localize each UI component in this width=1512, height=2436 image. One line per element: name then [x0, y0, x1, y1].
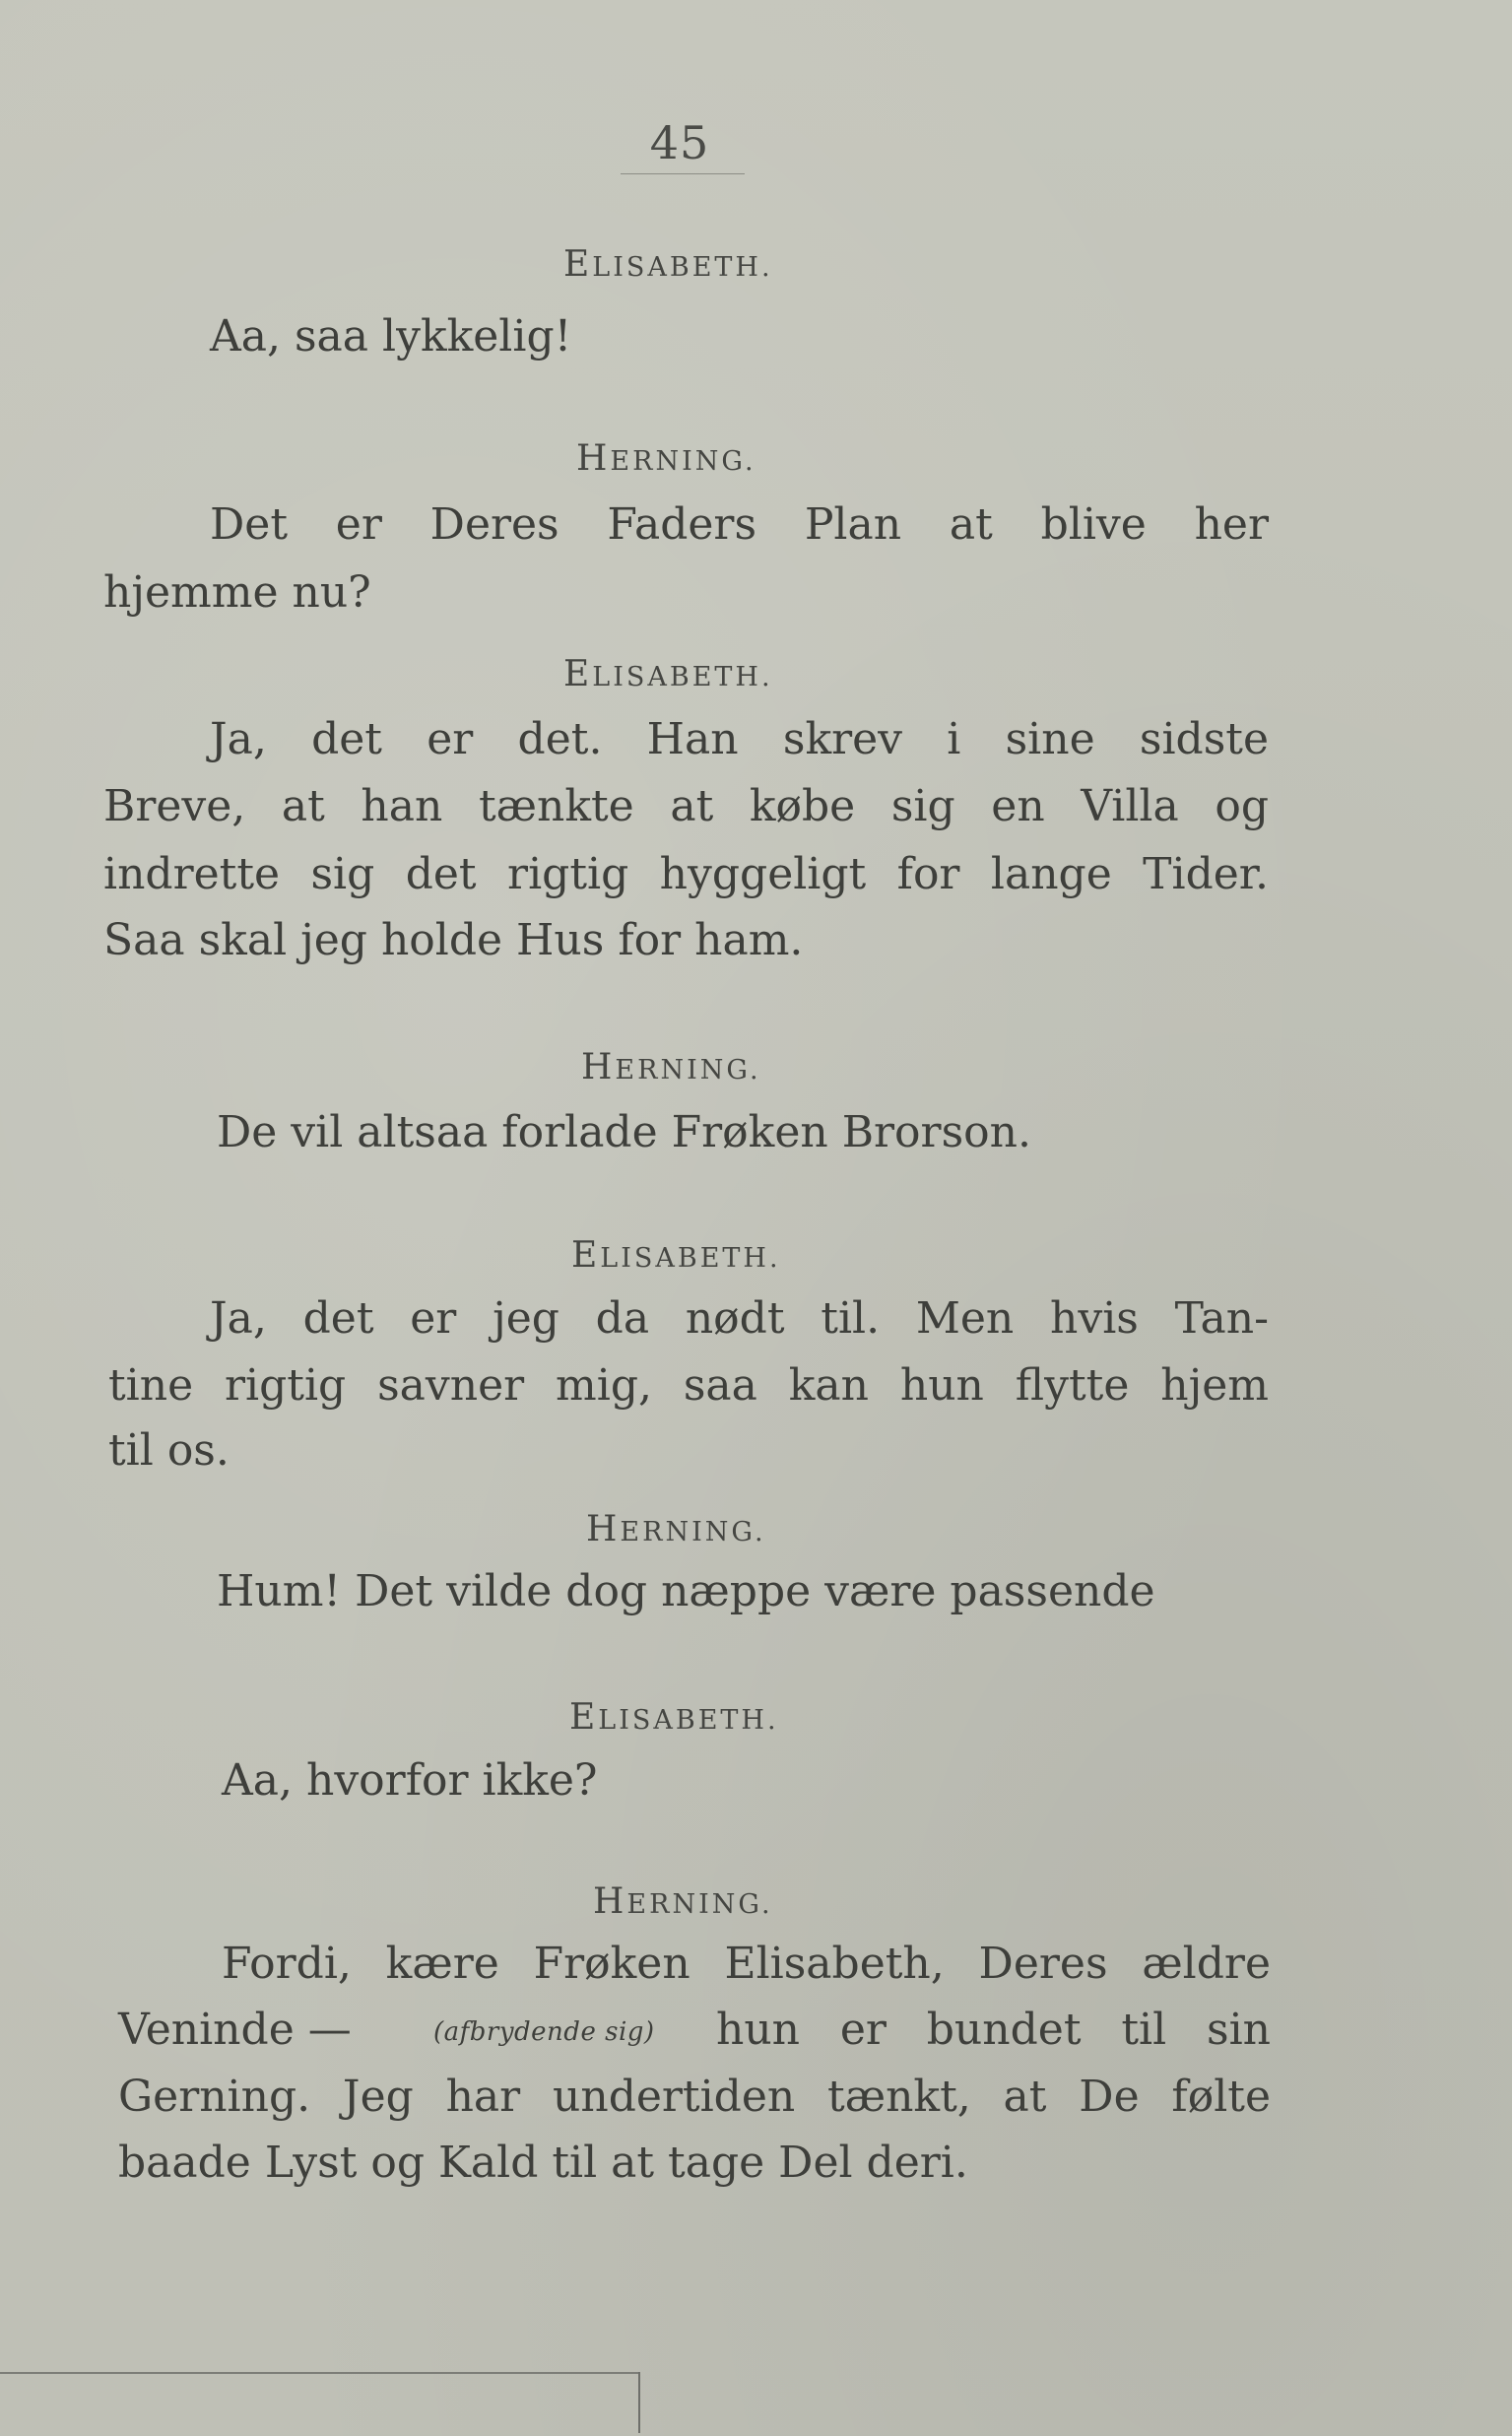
dialogue-line: Breve, at han tænkte at købe sig en Villa og	[103, 781, 1269, 831]
speaker-name: ELISABETH.	[563, 244, 773, 285]
bottom-edge-rule	[0, 2372, 640, 2374]
dialogue-line: hjemme nu?	[103, 567, 371, 618]
dialogue-line-start: Veninde —	[118, 2005, 352, 2055]
bottom-edge-hook	[638, 2372, 640, 2433]
dialogue-line-end: hun er bundet til sin	[716, 2005, 1271, 2055]
speaker-name: HERNING.	[593, 1881, 773, 1922]
page-number: 45	[649, 116, 710, 169]
dialogue-line: Hum! Det vilde dog næppe være passende	[217, 1566, 1155, 1616]
dialogue-line: Det er Deres Faders Plan at blive her	[210, 499, 1269, 550]
dialogue-line: indrette sig det rigtig hyggeligt for lange Tider.	[103, 849, 1269, 899]
speaker-name: ELISABETH.	[569, 1697, 779, 1738]
dialogue-line: tine rigtig savner mig, saa kan hun flytte hjem	[108, 1360, 1269, 1411]
dialogue-line: Aa, saa lykkelig!	[210, 311, 572, 362]
page-number-rule	[621, 173, 745, 174]
speaker-name: HERNING.	[576, 438, 756, 479]
dialogue-line: Ja, det er det. Han skrev i sine sidste	[210, 714, 1269, 764]
dialogue-line: Saa skal jeg holde Hus for ham.	[103, 915, 804, 965]
stage-direction: (afbrydende sig)	[433, 2017, 655, 2047]
dialogue-line: Gerning. Jeg har undertiden tænkt, at De følte	[118, 2072, 1271, 2122]
dialogue-line: Aa, hvorfor ikke?	[222, 1755, 598, 1806]
dialogue-line: De vil altsaa forlade Frøken Brorson.	[217, 1107, 1031, 1157]
dialogue-line: Fordi, kære Frøken Elisabeth, Deres ældre	[222, 1939, 1271, 1989]
dialogue-line: til os.	[108, 1425, 230, 1476]
dialogue-line: Ja, det er jeg da nødt til. Men hvis Tan-	[210, 1293, 1269, 1344]
speaker-name: ELISABETH.	[571, 1235, 781, 1276]
speaker-name: ELISABETH.	[563, 654, 773, 694]
speaker-name: HERNING.	[586, 1509, 766, 1549]
dialogue-line: baade Lyst og Kald til at tage Del deri.	[118, 2138, 968, 2188]
speaker-name: HERNING.	[581, 1047, 761, 1087]
